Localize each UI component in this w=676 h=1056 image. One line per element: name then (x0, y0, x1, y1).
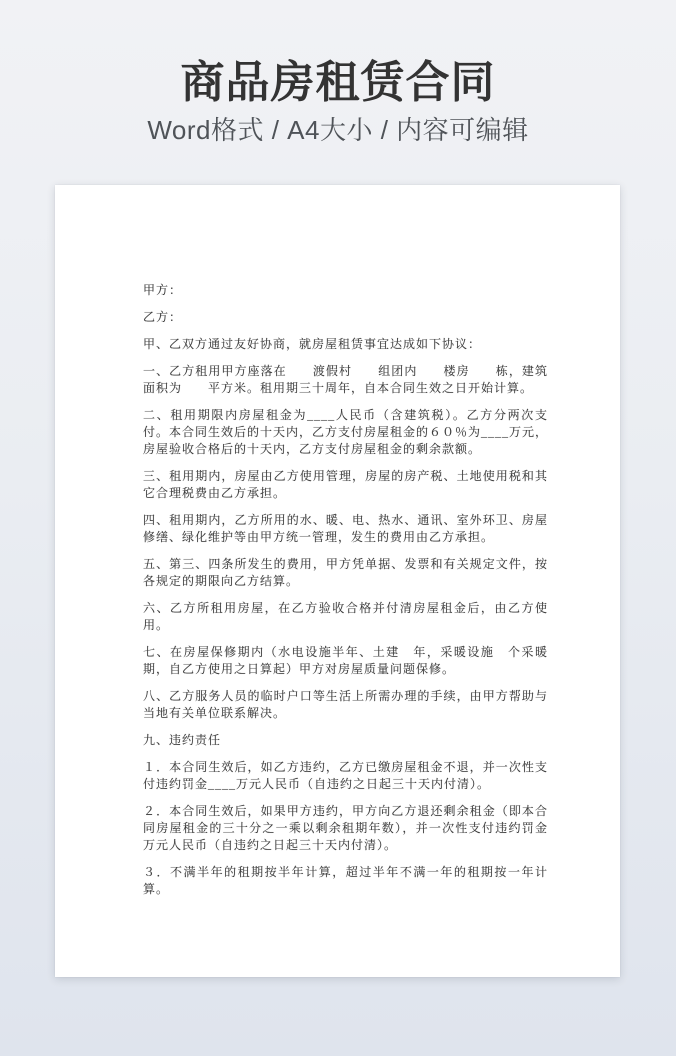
clause-9-item-3: ３．不满半年的租期按半年计算，超过半年不满一年的租期按一年计算。 (143, 865, 548, 896)
clause-9-item-1: １．本合同生效后，如乙方违约，乙方已缴房屋租金不退，并一次性支付违约罚金____万元人民币（自违约之日起三十天内付清）。 (143, 760, 548, 791)
clause-3-paragraph: 三、租用期内，房屋由乙方使用管理，房屋的房产税、土地使用税和其它合理税费由乙方承担。 (143, 469, 548, 500)
clause-9-heading: 九、违约责任 (143, 733, 222, 747)
clause-7-paragraph: 七、在房屋保修期内（水电设施半年、土建 年，采暖设施 个采暖期，自乙方使用之日算起）甲方对房屋质量问题保修。 (143, 645, 548, 676)
template-subtitle: Word格式 / A4大小 / 内容可编辑 (147, 114, 529, 145)
clause-6-paragraph: 六、乙方所租用房屋，在乙方验收合格并付清房屋租金后，由乙方使用。 (143, 601, 548, 632)
clause-4-paragraph: 四、租用期内，乙方所用的水、暖、电、热水、通讯、室外环卫、房屋修缮、绿化维护等由甲方统一管理，发生的费用由乙方承担。 (143, 513, 548, 544)
clause-2-paragraph: 二、租用期限内房屋租金为____人民币（含建筑税）。乙方分两次支付。本合同生效后的十天内，乙方支付房屋租金的６０％为____万元，房屋验收合格后的十天内，乙方支付房屋租金的剩余款额。 (143, 408, 549, 456)
party-b-line: 乙方： (143, 310, 183, 324)
banner (0, 0, 676, 144)
contract-body (55, 185, 620, 977)
clause-8-paragraph: 八、乙方服务人员的临时户口等生活上所需办理的手续，由甲方帮助与当地有关单位联系解决。 (143, 689, 548, 720)
template-title: 商品房租赁合同 (180, 58, 496, 107)
clause-1-paragraph: 一、乙方租用甲方座落在 渡假村 组团内 楼房 栋，建筑面积为 平方米。租用期三十周年，自本合同生效之日开始计算。 (143, 364, 548, 395)
clause-5-paragraph: 五、第三、四条所发生的费用，甲方凭单据、发票和有关规定文件，按各规定的期限向乙方结算。 (143, 557, 548, 588)
party-a-line: 甲方： (143, 283, 183, 297)
preamble-paragraph: 甲、乙双方通过友好协商，就房屋租赁事宜达成如下协议： (143, 337, 482, 351)
clause-9-item-2: ２．本合同生效后，如果甲方违约，甲方向乙方退还剩余租金（即本合同房屋租金的三十分之一乘以剩余租期年数），并一次性支付违约罚金 万元人民币（自违约之日起三十天内付清）。 (143, 804, 575, 852)
document-page (55, 185, 620, 977)
